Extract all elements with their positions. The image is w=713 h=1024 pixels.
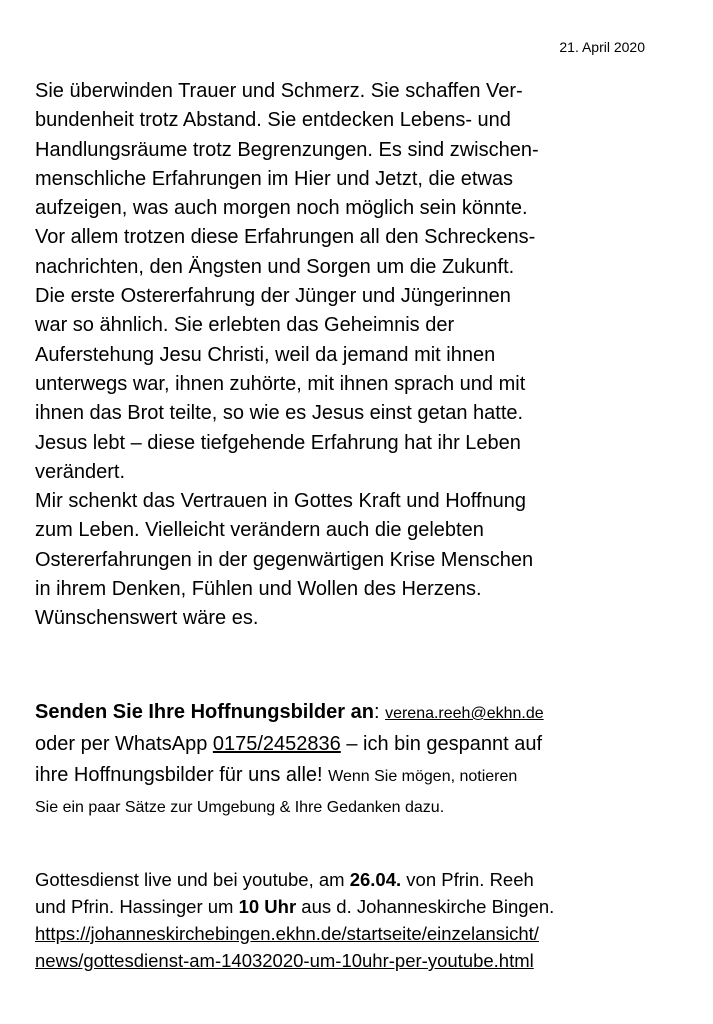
service-text: aus d. Johanneskirche Bingen. [296,896,555,917]
document-date: 21. April 2020 [559,39,645,55]
hope-images-text: ihre Hoffnungsbilder für uns alle! [35,764,329,786]
phone-link[interactable]: 0175/2452836 [212,733,341,755]
service-text: Gottesdienst live und bei youtube, am [35,869,350,890]
note-text-end: Sie ein paar Sätze zur Umgebung & Ihre Gedanken dazu. [35,799,445,816]
service-date: 26.04. [349,869,402,890]
body-line: Vor allem trotzen diese Erfahrungen all den Schreckens- [35,226,536,249]
service-text: und Pfrin. Hassinger um [35,896,239,917]
service-line-1 [35,866,695,893]
contact-line-1 [35,697,695,729]
body-line: menschliche Erfahrungen im Hier und Jetzt, die etwas [35,167,514,190]
body-line: Die erste Ostererfahrung der Jünger und Jüngerinnen [35,285,511,308]
contact-colon: : [373,701,386,723]
body-line: Mir schenkt das Vertrauen in Gottes Kraft und Hoffnung [35,490,527,513]
youtube-url-link[interactable]: https://johanneskirchebingen.ekhn.de/startseite/einzelansicht/ [35,923,539,944]
body-text [35,77,695,634]
whatsapp-prefix: oder per WhatsApp [35,733,213,755]
contact-line-2 [35,729,695,760]
body-line: Wünschenswert wäre es. [35,607,259,630]
body-line: ihnen das Brot teilte, so wie es Jesus einst getan hatte. [35,402,524,425]
body-line: in ihrem Denken, Fühlen und Wollen des Herzens. [35,578,482,601]
body-line: Sie überwinden Trauer und Schmerz. Sie schaffen Ver- [35,80,523,102]
service-text: von Pfrin. Reeh [401,869,534,890]
body-line: Auferstehung Jesu Christi, weil da jemand mit ihnen [35,343,496,366]
note-text-start: Wenn Sie mögen, notieren [328,768,518,785]
service-line-2 [35,893,695,920]
contact-line-3 [35,760,695,792]
service-section [35,866,695,974]
body-line: verändert. [35,460,126,483]
contact-heading: Senden Sie Ihre Hoffnungsbilder an [35,701,374,723]
contact-section [35,697,695,823]
body-line: aufzeigen, was auch morgen noch möglich sein könnte. [35,197,528,220]
whatsapp-suffix: – ich bin gespannt auf [340,733,543,755]
body-line: nachrichten, den Ängsten und Sorgen um die Zukunft. [35,255,515,278]
youtube-url-link-continued[interactable]: news/gottesdienst-am-14032020-um-10uhr-per-youtube.html [35,950,534,971]
body-line: war so ähnlich. Sie erlebten das Geheimnis der [35,314,455,337]
body-line: unterwegs war, ihnen zuhörte, mit ihnen sprach und mit [35,372,526,395]
body-line: Jesus lebt – diese tiefgehende Erfahrung hat ihr Leben [35,431,521,454]
body-line: zum Leben. Vielleicht verändern auch die gelebten [35,519,484,542]
email-link[interactable]: verena.reeh@ekhn.de [385,705,544,722]
body-line: bundenheit trotz Abstand. Sie entdecken Lebens- und [35,109,511,132]
body-line: Ostererfahrungen in der gegenwärtigen Krise Menschen [35,548,534,571]
body-line: Handlungsräume trotz Begrenzungen. Es sind zwischen- [35,138,539,161]
service-time: 10 Uhr [238,896,297,917]
